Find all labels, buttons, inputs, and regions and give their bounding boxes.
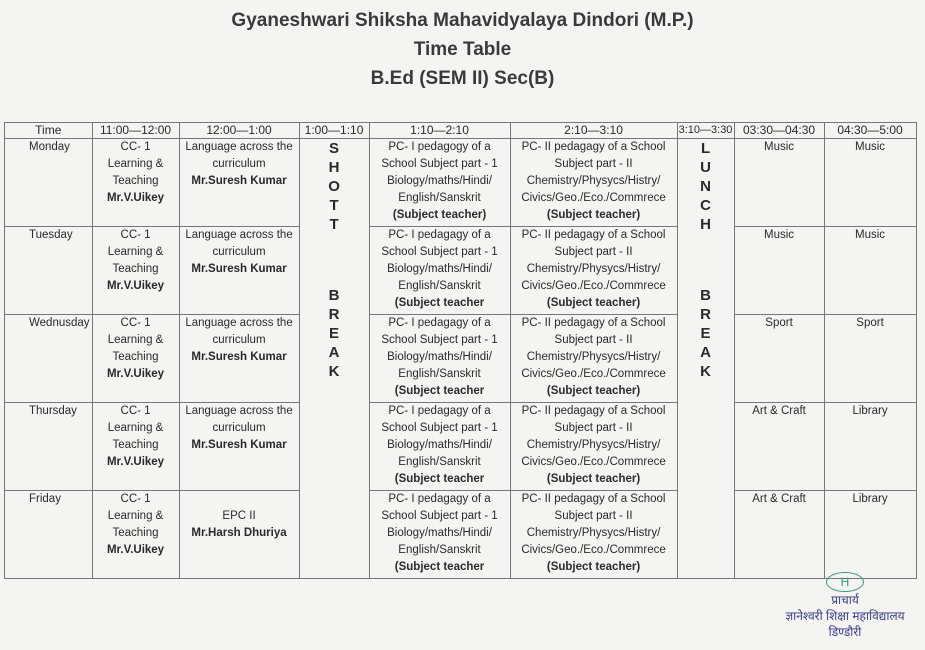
header-row bbox=[5, 123, 917, 139]
short-break-cell bbox=[299, 139, 369, 579]
period-1-cell bbox=[92, 491, 179, 579]
course-line: Biology/maths/Hindi/ bbox=[387, 263, 492, 275]
course-line: Language across the bbox=[185, 141, 293, 153]
course-line: Teaching bbox=[112, 175, 159, 187]
period-4-cell bbox=[510, 139, 677, 227]
course-line: Civics/Geo./Eco./Commrece bbox=[521, 368, 666, 380]
period-2-cell bbox=[179, 315, 299, 403]
course-line: Civics/Geo./Eco./Commrece bbox=[521, 192, 666, 204]
course-line: Learning & bbox=[107, 422, 164, 434]
break-letter: B bbox=[328, 287, 340, 304]
course-code: CC- 1 bbox=[120, 493, 151, 505]
course-line: PC- I pedagagy of a bbox=[388, 317, 491, 329]
course-line: PC- II pedagagy of a School bbox=[521, 405, 666, 417]
course-line: curriculum bbox=[212, 158, 266, 170]
course-line: curriculum bbox=[212, 422, 266, 434]
day-cell: Monday bbox=[5, 139, 93, 227]
teacher-name: Mr.Suresh Kumar bbox=[191, 263, 287, 275]
col-header-period-5: 03:30—04:30 bbox=[734, 123, 824, 139]
period-4-cell bbox=[510, 227, 677, 315]
course-line: Civics/Geo./Eco./Commrece bbox=[521, 456, 666, 468]
course-code: CC- 1 bbox=[120, 141, 151, 153]
teacher-name: Mr.V.Uikey bbox=[106, 280, 165, 292]
course-line: Civics/Geo./Eco./Commrece bbox=[521, 280, 666, 292]
course-code: CC- 1 bbox=[120, 317, 151, 329]
course-line: School Subject part - 1 bbox=[381, 246, 498, 258]
teacher-name: (Subject teacher) bbox=[546, 297, 641, 309]
signature-mark: H bbox=[826, 572, 864, 592]
teacher-name: (Subject teacher bbox=[394, 385, 485, 397]
lunch-break-label bbox=[680, 139, 732, 381]
course-line: Language across the bbox=[185, 405, 293, 417]
period-2-cell bbox=[179, 491, 299, 579]
course-line: Chemistry/Physycs/Histry/ bbox=[526, 175, 661, 187]
timetable bbox=[4, 122, 917, 579]
period-3-cell bbox=[369, 403, 510, 491]
course-line: curriculum bbox=[212, 334, 266, 346]
course-line: English/Sanskrit bbox=[398, 280, 481, 292]
break-letter: K bbox=[328, 363, 340, 380]
period-5-cell: Art & Craft bbox=[734, 403, 824, 491]
break-letter: N bbox=[700, 178, 711, 195]
course-line: Learning & bbox=[107, 334, 164, 346]
period-3-cell bbox=[369, 139, 510, 227]
period-4-cell bbox=[510, 403, 677, 491]
break-letter: O bbox=[328, 178, 340, 195]
course-line: English/Sanskrit bbox=[398, 192, 481, 204]
short-break-label bbox=[302, 139, 367, 381]
period-3-cell bbox=[369, 315, 510, 403]
table-row bbox=[5, 491, 917, 579]
period-6-cell: Library bbox=[824, 491, 916, 579]
period-6-cell: Music bbox=[824, 139, 916, 227]
table-row bbox=[5, 315, 917, 403]
break-letter: T bbox=[329, 197, 339, 214]
course-line: Biology/maths/Hindi/ bbox=[387, 175, 492, 187]
course-line: Subject part - II bbox=[554, 334, 633, 346]
period-2-cell bbox=[179, 139, 299, 227]
break-letter: T bbox=[329, 216, 339, 233]
course-line: School Subject part - 1 bbox=[381, 510, 498, 522]
period-5-cell: Music bbox=[734, 139, 824, 227]
teacher-name: (Subject teacher) bbox=[546, 209, 641, 221]
course-line: Chemistry/Physycs/Histry/ bbox=[526, 439, 661, 451]
course-line: PC- I pedagagy of a bbox=[388, 405, 491, 417]
break-letter: H bbox=[328, 159, 340, 176]
teacher-name: (Subject teacher bbox=[394, 297, 485, 309]
col-header-lunch: 3:10—3:30 bbox=[677, 123, 734, 139]
course-line: Learning & bbox=[107, 510, 164, 522]
table-row bbox=[5, 139, 917, 227]
course-line: Chemistry/Physycs/Histry/ bbox=[526, 351, 661, 363]
course-line: English/Sanskrit bbox=[398, 544, 481, 556]
course-line: Civics/Geo./Eco./Commrece bbox=[521, 544, 666, 556]
col-header-period-6: 04:30—5:00 bbox=[824, 123, 916, 139]
course-line: Teaching bbox=[112, 527, 159, 539]
teacher-name: Mr.V.Uikey bbox=[106, 456, 165, 468]
teacher-name: Mr.V.Uikey bbox=[106, 368, 165, 380]
course-line: Learning & bbox=[107, 158, 164, 170]
period-4-cell bbox=[510, 491, 677, 579]
col-header-period-1: 11:00—12:00 bbox=[92, 123, 179, 139]
document-title: Time Table bbox=[413, 39, 512, 60]
break-letter: U bbox=[700, 159, 711, 176]
course-line: Biology/maths/Hindi/ bbox=[387, 439, 492, 451]
course-line: English/Sanskrit bbox=[398, 368, 481, 380]
period-3-cell bbox=[369, 227, 510, 315]
col-header-period-3: 1:10—2:10 bbox=[369, 123, 510, 139]
principal-signature bbox=[770, 572, 920, 640]
day-cell: Wednusday bbox=[5, 315, 93, 403]
break-letter: A bbox=[700, 344, 711, 361]
period-1-cell bbox=[92, 139, 179, 227]
teacher-name: (Subject teacher) bbox=[392, 209, 487, 221]
break-letter: A bbox=[328, 344, 340, 361]
teacher-name: (Subject teacher) bbox=[546, 385, 641, 397]
course-line: Subject part - II bbox=[554, 422, 633, 434]
teacher-name: Mr.V.Uikey bbox=[106, 544, 165, 556]
course-line: English/Sanskrit bbox=[398, 456, 481, 468]
teacher-name: Mr.Suresh Kumar bbox=[191, 175, 287, 187]
course-line: PC- I pedagagy of a bbox=[388, 229, 491, 241]
signature-college: ज्ञानेश्वरी शिक्षा महाविद्यालय bbox=[785, 609, 905, 623]
col-header-time: Time bbox=[5, 123, 93, 139]
course-line: PC- II pedagagy of a School bbox=[521, 493, 666, 505]
day-cell: Friday bbox=[5, 491, 93, 579]
course-code: CC- 1 bbox=[120, 405, 151, 417]
course-code: CC- 1 bbox=[120, 229, 151, 241]
course-line: PC- I pedagagy of a bbox=[388, 493, 491, 505]
teacher-name: Mr.Suresh Kumar bbox=[191, 351, 287, 363]
break-letter: R bbox=[328, 306, 340, 323]
signature-place: डिण्डौरी bbox=[828, 625, 862, 639]
lunch-break-cell bbox=[677, 139, 734, 579]
teacher-name: (Subject teacher bbox=[394, 473, 485, 485]
teacher-name: (Subject teacher) bbox=[546, 561, 641, 573]
course-line: Biology/maths/Hindi/ bbox=[387, 527, 492, 539]
break-letter: C bbox=[700, 197, 711, 214]
col-header-period-4: 2:10—3:10 bbox=[510, 123, 677, 139]
course-line: School Subject part - 1 bbox=[381, 422, 498, 434]
break-letter: B bbox=[700, 287, 711, 304]
period-2-cell bbox=[179, 227, 299, 315]
course-line: PC- II pedagagy of a School bbox=[521, 317, 666, 329]
course-line: Subject part - II bbox=[554, 158, 633, 170]
signature-designation: प्राचार्य bbox=[831, 593, 859, 607]
break-letter: H bbox=[700, 216, 711, 233]
course-line: Chemistry/Physycs/Histry/ bbox=[526, 527, 661, 539]
course-line: Teaching bbox=[112, 439, 159, 451]
course-line: School Subject part - 1 bbox=[381, 334, 498, 346]
break-letter: L bbox=[700, 140, 711, 157]
table-row bbox=[5, 403, 917, 491]
break-letter: E bbox=[329, 325, 340, 342]
course-line: Teaching bbox=[112, 263, 159, 275]
col-header-period-2: 12:00—1:00 bbox=[179, 123, 299, 139]
course-line: PC- I pedagogy of a bbox=[388, 141, 491, 153]
period-5-cell: Sport bbox=[734, 315, 824, 403]
course-line: Subject part - II bbox=[554, 246, 633, 258]
period-1-cell bbox=[92, 315, 179, 403]
course-line: EPC II bbox=[222, 510, 256, 522]
period-4-cell bbox=[510, 315, 677, 403]
course-line: Language across the bbox=[185, 229, 293, 241]
class-name: B.Ed (SEM II) Sec(B) bbox=[370, 68, 555, 89]
break-letter: E bbox=[700, 325, 711, 342]
period-3-cell bbox=[369, 491, 510, 579]
course-line: PC- II pedagagy of a School bbox=[521, 141, 666, 153]
period-2-cell bbox=[179, 403, 299, 491]
break-letter: K bbox=[700, 363, 711, 380]
period-1-cell bbox=[92, 403, 179, 491]
institution-name: Gyaneshwari Shiksha Mahavidyalaya Dindori (M.P.) bbox=[231, 10, 694, 31]
course-line: Subject part - II bbox=[554, 510, 633, 522]
table-row bbox=[5, 227, 917, 315]
teacher-name: Mr.V.Uikey bbox=[106, 192, 165, 204]
course-line: School Subject part - 1 bbox=[381, 158, 498, 170]
course-line: Biology/maths/Hindi/ bbox=[387, 351, 492, 363]
period-1-cell bbox=[92, 227, 179, 315]
course-line: Teaching bbox=[112, 351, 159, 363]
course-line: curriculum bbox=[212, 246, 266, 258]
day-cell: Tuesday bbox=[5, 227, 93, 315]
period-6-cell: Sport bbox=[824, 315, 916, 403]
document-header bbox=[0, 6, 925, 93]
break-letter: R bbox=[700, 306, 711, 323]
teacher-name: Mr.Suresh Kumar bbox=[191, 439, 287, 451]
teacher-name: (Subject teacher bbox=[394, 561, 485, 573]
teacher-name: Mr.Harsh Dhuriya bbox=[191, 527, 287, 539]
course-line: PC- II pedagagy of a School bbox=[521, 229, 666, 241]
break-letter: S bbox=[329, 140, 340, 157]
period-5-cell: Music bbox=[734, 227, 824, 315]
course-line: Learning & bbox=[107, 246, 164, 258]
day-cell: Thursday bbox=[5, 403, 93, 491]
col-header-short-break: 1:00—1:10 bbox=[299, 123, 369, 139]
course-line: Language across the bbox=[185, 317, 293, 329]
course-line: Chemistry/Physycs/Histry/ bbox=[526, 263, 661, 275]
period-6-cell: Music bbox=[824, 227, 916, 315]
teacher-name: (Subject teacher) bbox=[546, 473, 641, 485]
period-6-cell: Library bbox=[824, 403, 916, 491]
period-5-cell: Art & Craft bbox=[734, 491, 824, 579]
